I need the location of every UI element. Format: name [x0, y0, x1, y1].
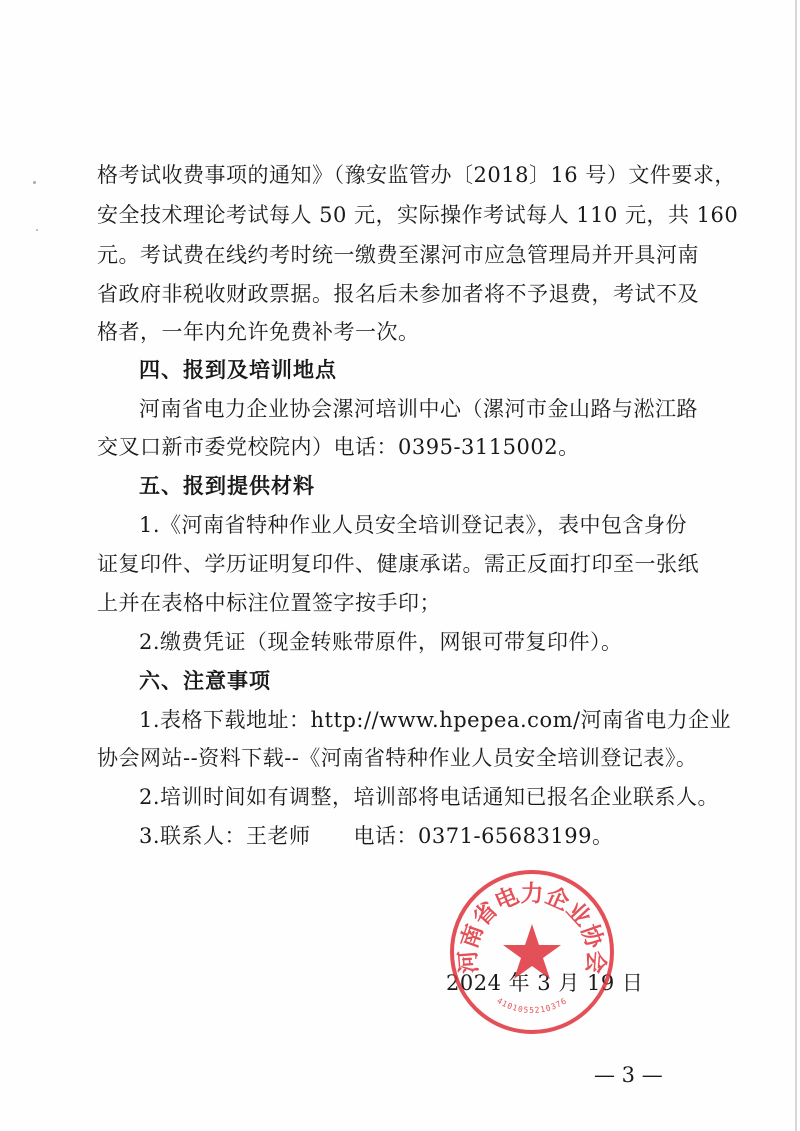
section-6-heading: 六、注意事项: [139, 669, 271, 693]
body-line-4: 省政府非税收财政票据。报名后未参加者将不予退费，考试不及: [97, 282, 699, 306]
body-line-2: 安全技术理论考试每人 50 元，实际操作考试每人 110 元，共 160: [97, 203, 739, 227]
section-6-line-1: 1.表格下载地址：http://www.hpepea.com/河南省电力企业: [139, 708, 732, 732]
section-4-heading: 四、报到及培训地点: [139, 358, 337, 382]
section-6-line-4: 3.联系人：王老师 电话：0371-65683199。: [139, 824, 614, 848]
section-5-line-2: 证复印件、学历证明复印件、健康承诺。需正反面打印至一张纸: [97, 552, 699, 576]
seal-serial: 4101055210376: [495, 996, 569, 1015]
section-4-line-1: 河南省电力企业协会漯河培训中心（漯河市金山路与淞江路: [139, 397, 698, 421]
scan-speck: [36, 229, 38, 231]
section-4-line-2: 交叉口新市委党校院内）电话：0395-3115002。: [97, 435, 580, 459]
page-number: — 3 —: [594, 1063, 663, 1087]
section-6-line-2: 协会网站--资料下载--《河南省特种作业人员安全培训登记表》。: [97, 746, 698, 770]
scan-edge: [795, 0, 797, 1131]
scan-speck: [33, 181, 36, 184]
seal-star: [503, 924, 561, 979]
seal-name: 河南省电力企业协会: [455, 881, 609, 975]
section-5-line-3: 上并在表格中标注位置签字按手印；: [97, 591, 441, 615]
section-5-line-1: 1.《河南省特种作业人员安全培训登记表》，表中包含身份: [139, 513, 688, 537]
document-date: 2024 年 3 月 19 日: [446, 971, 644, 995]
body-line-3: 元。考试费在线约考时统一缴费至漯河市应急管理局并开具河南: [97, 243, 699, 267]
section-6-line-3: 2.培训时间如有调整，培训部将电话通知已报名企业联系人。: [139, 785, 720, 809]
section-5-line-4: 2.缴费凭证（现金转账带原件，网银可带复印件）。: [139, 630, 623, 654]
section-5-heading: 五、报到提供材料: [139, 474, 315, 498]
body-line-5: 格者，一年内允许免费补考一次。: [97, 320, 420, 344]
body-line-1: 格考试收费事项的通知》（豫安监管办〔2018〕16 号）文件要求，: [97, 163, 736, 187]
official-seal: [448, 868, 616, 1036]
